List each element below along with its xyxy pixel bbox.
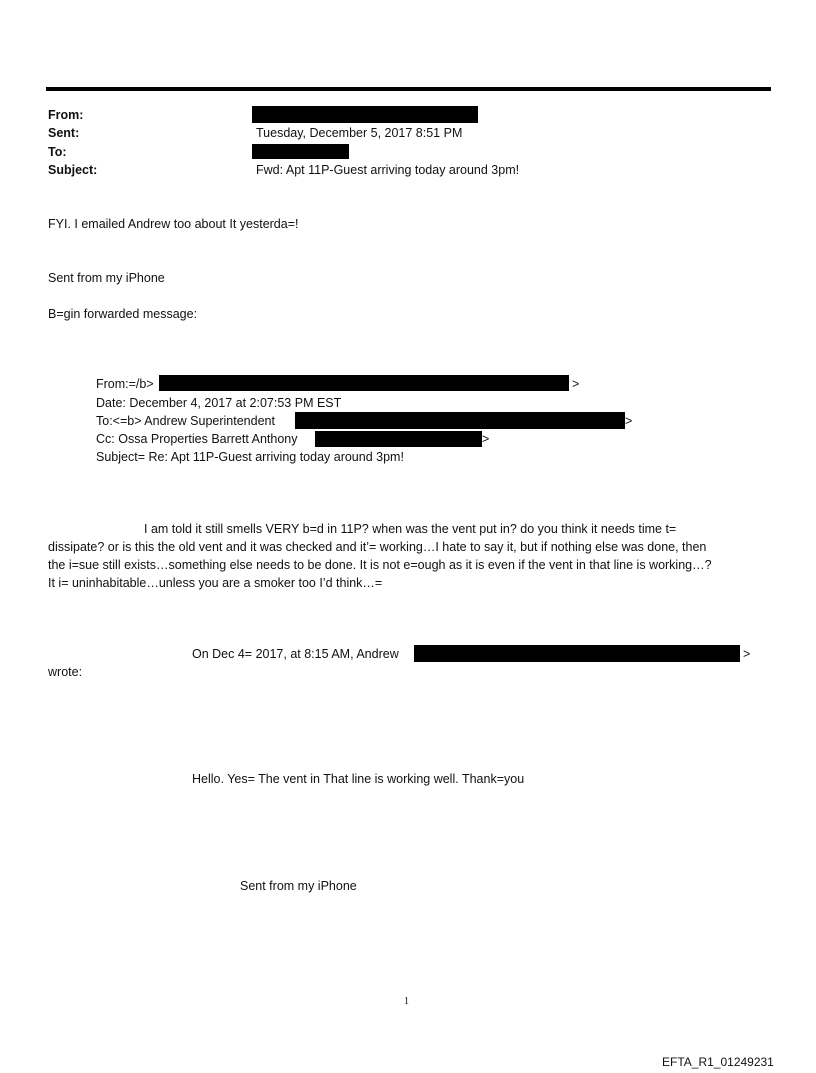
fwd-cc-redaction <box>315 431 482 447</box>
fwd-to-suffix: > <box>625 414 633 428</box>
fwd-cc-line: Cc: Ossa Properties Barrett Anthony <box>96 432 298 446</box>
fwd-date-line: Date: December 4, 2017 at 2:07:53 PM EST <box>96 396 342 410</box>
fwd-from-redaction <box>159 375 569 391</box>
from-label: From: <box>48 108 84 122</box>
fwd-from-suffix: > <box>572 377 580 391</box>
quoted-wrote: wrote: <box>48 665 83 679</box>
quoted-sent-from-iphone: Sent from my iPhone <box>240 879 357 893</box>
from-redaction <box>252 106 478 123</box>
bates-number: EFTA_R1_01249231 <box>662 1055 774 1069</box>
sent-from-iphone: Sent from my iPhone <box>48 271 165 285</box>
to-label: To: <box>48 145 67 159</box>
page-number: 1 <box>404 996 409 1007</box>
subject-value: Fwd: Apt 11P-Guest arriving today around 3pm! <box>256 163 520 177</box>
fwd-cc-suffix: > <box>482 432 490 446</box>
sent-label: Sent: <box>48 126 80 140</box>
quoted-on-line: On Dec 4= 2017, at 8:15 AM, Andrew <box>192 647 399 661</box>
fwd-to-line: To:<=b> Andrew Superintendent <box>96 414 275 428</box>
quoted-on-suffix: > <box>743 647 751 661</box>
sent-value: Tuesday, December 5, 2017 8:51 PM <box>256 126 463 140</box>
message-line-4: It i= uninhabitable…unless you are a smoker too I’d think…= <box>48 576 383 590</box>
message-line-2: dissipate? or is this the old vent and it was checked and it’= working…I hate to say it, but if nothing else was done, then <box>48 540 707 554</box>
to-redaction <box>252 144 349 159</box>
message-line-1: I am told it still smells VERY b=d in 11P? when was the vent put in? do you think it needs time t= <box>144 522 677 536</box>
quoted-email-redaction <box>414 645 740 662</box>
fwd-to-redaction <box>295 412 625 429</box>
begin-forwarded-message: B=gin forwarded message: <box>48 307 198 321</box>
subject-label: Subject: <box>48 163 98 177</box>
header-rule <box>46 87 771 91</box>
quoted-reply: Hello. Yes= The vent in That line is working well. Thank=you <box>192 772 525 786</box>
fyi-line: FYI. I emailed Andrew too about It yesterda=! <box>48 217 299 231</box>
fwd-from-line: From:=/b> <box>96 377 154 391</box>
fwd-subject-line: Subject= Re: Apt 11P-Guest arriving today around 3pm! <box>96 450 404 464</box>
message-line-3: the i=sue still exists…something else needs to be done. It is not e=ough as it is even if the vent in that line is working…? <box>48 558 712 572</box>
